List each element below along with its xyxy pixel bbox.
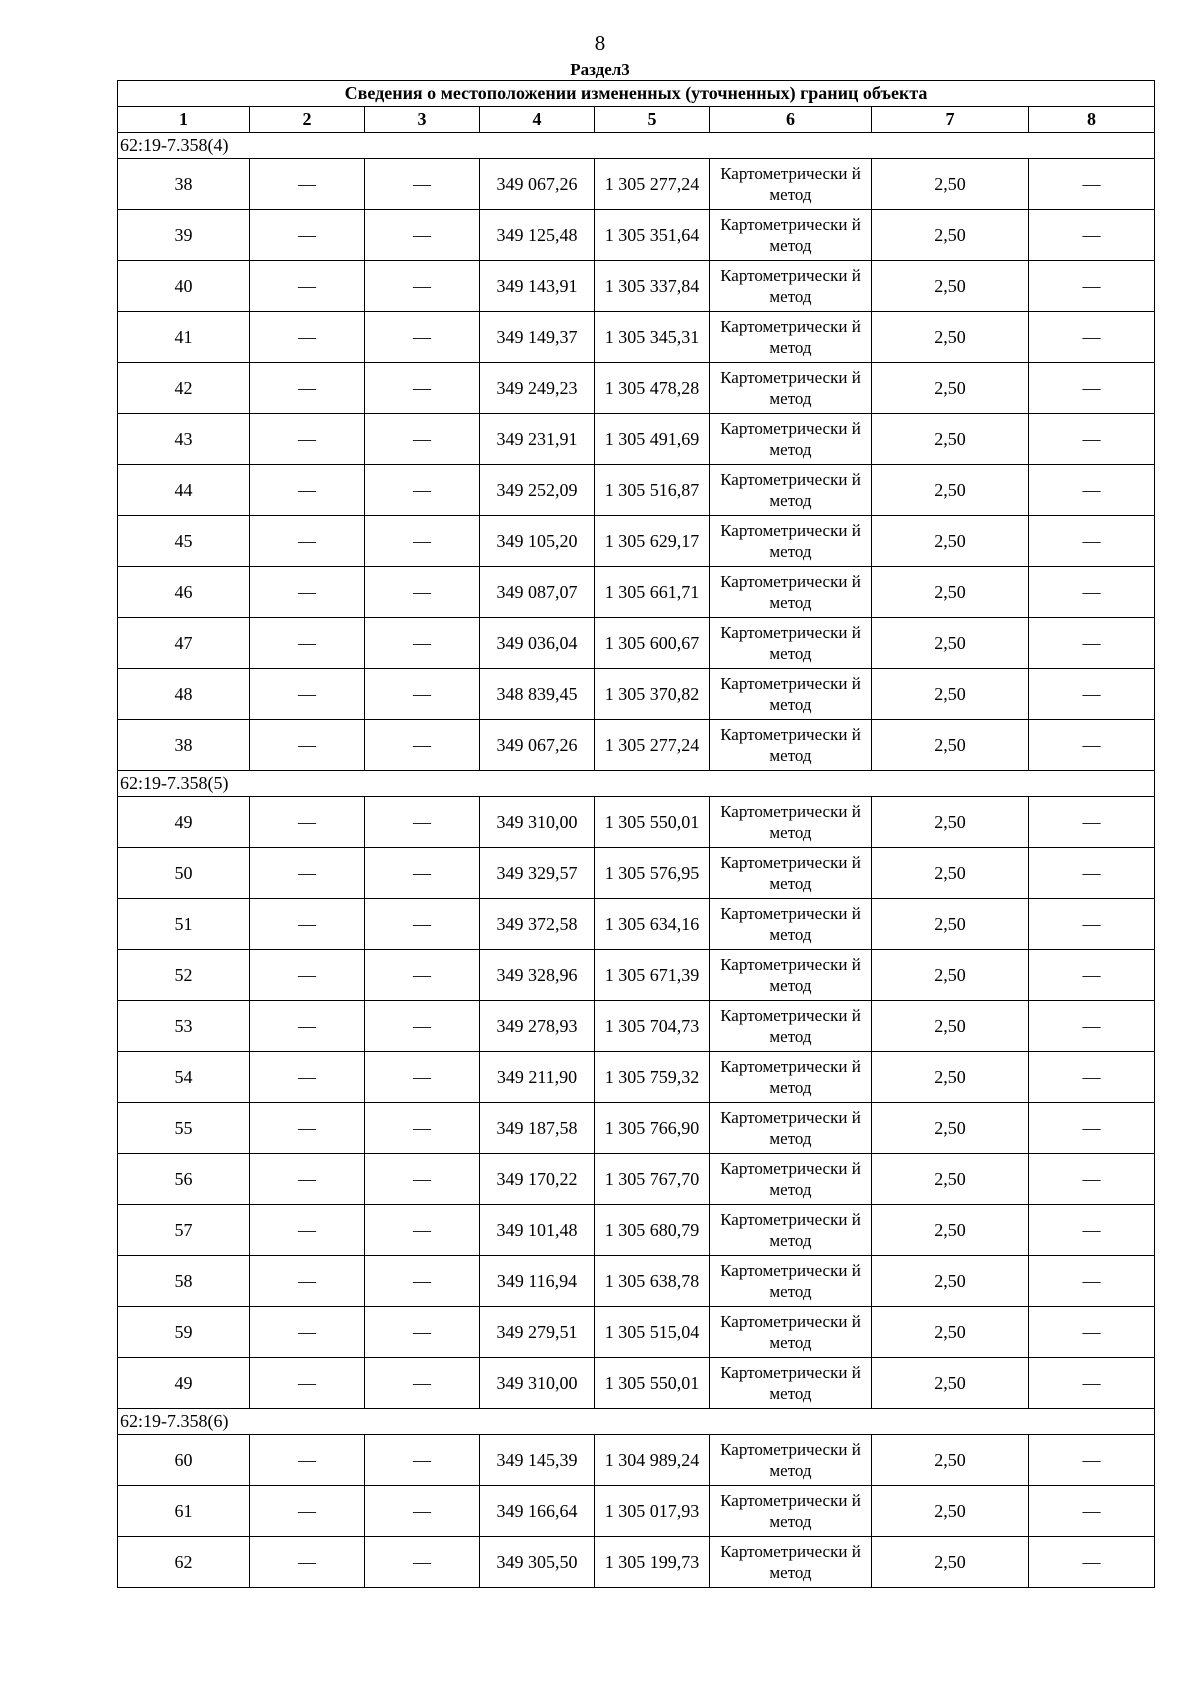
column-3-cell: —: [365, 567, 480, 618]
point-number-cell: 60: [118, 1435, 250, 1486]
column-3-cell: —: [365, 669, 480, 720]
method-cell: Картометрически й метод: [710, 1052, 872, 1103]
coordinate-y-cell: 1 305 277,24: [595, 720, 710, 771]
point-number-cell: 41: [118, 312, 250, 363]
column-8-cell: —: [1029, 1052, 1155, 1103]
column-2-cell: —: [250, 363, 365, 414]
table-row: [118, 159, 1155, 210]
column-3-cell: —: [365, 1052, 480, 1103]
method-cell: Картометрически й метод: [710, 1001, 872, 1052]
accuracy-cell: 2,50: [872, 1001, 1029, 1052]
column-8-cell: —: [1029, 1435, 1155, 1486]
point-number-cell: 43: [118, 414, 250, 465]
coordinate-x-cell: 349 252,09: [480, 465, 595, 516]
coordinate-y-cell: 1 305 576,95: [595, 848, 710, 899]
column-8-cell: —: [1029, 1358, 1155, 1409]
coordinate-x-cell: 349 249,23: [480, 363, 595, 414]
column-2-cell: —: [250, 1486, 365, 1537]
point-number-cell: 44: [118, 465, 250, 516]
coordinate-y-cell: 1 304 989,24: [595, 1435, 710, 1486]
table-row: [118, 363, 1155, 414]
group-header-row: [118, 1409, 1155, 1435]
column-2-cell: —: [250, 1103, 365, 1154]
accuracy-cell: 2,50: [872, 1103, 1029, 1154]
point-number-cell: 58: [118, 1256, 250, 1307]
column-3-cell: —: [365, 1435, 480, 1486]
point-number-cell: 59: [118, 1307, 250, 1358]
column-3-cell: —: [365, 1537, 480, 1588]
coordinate-y-cell: 1 305 017,93: [595, 1486, 710, 1537]
point-number-cell: 38: [118, 720, 250, 771]
method-cell: Картометрически й метод: [710, 1537, 872, 1588]
coordinate-y-cell: 1 305 767,70: [595, 1154, 710, 1205]
method-cell: Картометрически й метод: [710, 1486, 872, 1537]
column-number: 7: [872, 107, 1029, 133]
group-label: 62:19-7.358(4): [118, 133, 1155, 159]
coordinate-x-cell: 349 166,64: [480, 1486, 595, 1537]
point-number-cell: 57: [118, 1205, 250, 1256]
method-cell: Картометрически й метод: [710, 1358, 872, 1409]
coordinate-x-cell: 349 211,90: [480, 1052, 595, 1103]
column-8-cell: —: [1029, 465, 1155, 516]
column-8-cell: —: [1029, 261, 1155, 312]
table-row: [118, 848, 1155, 899]
point-number-cell: 45: [118, 516, 250, 567]
point-number-cell: 38: [118, 159, 250, 210]
column-2-cell: —: [250, 899, 365, 950]
method-cell: Картометрически й метод: [710, 1205, 872, 1256]
column-3-cell: —: [365, 720, 480, 771]
column-number: 5: [595, 107, 710, 133]
method-cell: Картометрически й метод: [710, 618, 872, 669]
point-number-cell: 47: [118, 618, 250, 669]
boundary-coordinates-table: [117, 80, 1155, 1588]
table-row: [118, 1205, 1155, 1256]
column-2-cell: —: [250, 516, 365, 567]
coordinate-x-cell: 348 839,45: [480, 669, 595, 720]
group-header-row: [118, 133, 1155, 159]
column-2-cell: —: [250, 618, 365, 669]
coordinate-y-cell: 1 305 680,79: [595, 1205, 710, 1256]
group-header-row: [118, 771, 1155, 797]
coordinate-x-cell: 349 372,58: [480, 899, 595, 950]
coordinate-x-cell: 349 170,22: [480, 1154, 595, 1205]
column-8-cell: —: [1029, 720, 1155, 771]
column-2-cell: —: [250, 567, 365, 618]
method-cell: Картометрически й метод: [710, 848, 872, 899]
column-2-cell: —: [250, 950, 365, 1001]
point-number-cell: 55: [118, 1103, 250, 1154]
method-cell: Картометрически й метод: [710, 797, 872, 848]
table-row: [118, 210, 1155, 261]
method-cell: Картометрически й метод: [710, 720, 872, 771]
page-number: 8: [594, 31, 606, 55]
method-cell: Картометрически й метод: [710, 414, 872, 465]
coordinate-y-cell: 1 305 199,73: [595, 1537, 710, 1588]
method-cell: Картометрически й метод: [710, 261, 872, 312]
column-8-cell: —: [1029, 414, 1155, 465]
method-cell: Картометрически й метод: [710, 1256, 872, 1307]
method-cell: Картометрически й метод: [710, 950, 872, 1001]
column-number: 8: [1029, 107, 1155, 133]
table-row: [118, 414, 1155, 465]
coordinate-y-cell: 1 305 337,84: [595, 261, 710, 312]
column-3-cell: —: [365, 312, 480, 363]
table-row: [118, 899, 1155, 950]
coordinate-x-cell: 349 087,07: [480, 567, 595, 618]
coordinate-x-cell: 349 116,94: [480, 1256, 595, 1307]
column-3-cell: —: [365, 516, 480, 567]
accuracy-cell: 2,50: [872, 1256, 1029, 1307]
column-8-cell: —: [1029, 1486, 1155, 1537]
accuracy-cell: 2,50: [872, 1052, 1029, 1103]
method-cell: Картометрически й метод: [710, 1103, 872, 1154]
column-number: 4: [480, 107, 595, 133]
method-cell: Картометрически й метод: [710, 899, 872, 950]
column-number: 1: [118, 107, 250, 133]
coordinate-y-cell: 1 305 600,67: [595, 618, 710, 669]
coordinate-y-cell: 1 305 638,78: [595, 1256, 710, 1307]
coordinate-y-cell: 1 305 629,17: [595, 516, 710, 567]
column-3-cell: —: [365, 1205, 480, 1256]
column-8-cell: —: [1029, 1154, 1155, 1205]
column-3-cell: —: [365, 797, 480, 848]
table-row: [118, 1435, 1155, 1486]
method-cell: Картометрически й метод: [710, 1154, 872, 1205]
coordinate-y-cell: 1 305 370,82: [595, 669, 710, 720]
column-8-cell: —: [1029, 848, 1155, 899]
coordinate-y-cell: 1 305 515,04: [595, 1307, 710, 1358]
coordinate-x-cell: 349 036,04: [480, 618, 595, 669]
column-2-cell: —: [250, 261, 365, 312]
column-3-cell: —: [365, 465, 480, 516]
column-8-cell: —: [1029, 669, 1155, 720]
accuracy-cell: 2,50: [872, 465, 1029, 516]
section-title: Раздел3: [570, 60, 630, 79]
accuracy-cell: 2,50: [872, 899, 1029, 950]
coordinate-y-cell: 1 305 550,01: [595, 1358, 710, 1409]
table-row: [118, 1256, 1155, 1307]
column-number: 6: [710, 107, 872, 133]
method-cell: Картометрически й метод: [710, 465, 872, 516]
accuracy-cell: 2,50: [872, 797, 1029, 848]
coordinate-x-cell: 349 187,58: [480, 1103, 595, 1154]
accuracy-cell: 2,50: [872, 210, 1029, 261]
table-row: [118, 1307, 1155, 1358]
accuracy-cell: 2,50: [872, 1486, 1029, 1537]
column-3-cell: —: [365, 1486, 480, 1537]
point-number-cell: 49: [118, 797, 250, 848]
coordinate-x-cell: 349 328,96: [480, 950, 595, 1001]
coordinate-x-cell: 349 067,26: [480, 720, 595, 771]
method-cell: Картометрически й метод: [710, 1435, 872, 1486]
accuracy-cell: 2,50: [872, 1537, 1029, 1588]
column-2-cell: —: [250, 312, 365, 363]
column-3-cell: —: [365, 210, 480, 261]
accuracy-cell: 2,50: [872, 363, 1029, 414]
point-number-cell: 51: [118, 899, 250, 950]
accuracy-cell: 2,50: [872, 312, 1029, 363]
column-8-cell: —: [1029, 1001, 1155, 1052]
accuracy-cell: 2,50: [872, 1205, 1029, 1256]
column-8-cell: —: [1029, 1537, 1155, 1588]
method-cell: Картометрически й метод: [710, 567, 872, 618]
coordinate-y-cell: 1 305 634,16: [595, 899, 710, 950]
table-row: [118, 1103, 1155, 1154]
coordinate-y-cell: 1 305 351,64: [595, 210, 710, 261]
column-8-cell: —: [1029, 797, 1155, 848]
table-row: [118, 516, 1155, 567]
table-row: [118, 1537, 1155, 1588]
accuracy-cell: 2,50: [872, 159, 1029, 210]
coordinate-y-cell: 1 305 766,90: [595, 1103, 710, 1154]
column-3-cell: —: [365, 899, 480, 950]
column-2-cell: —: [250, 669, 365, 720]
accuracy-cell: 2,50: [872, 414, 1029, 465]
accuracy-cell: 2,50: [872, 1307, 1029, 1358]
method-cell: Картометрически й метод: [710, 669, 872, 720]
column-3-cell: —: [365, 363, 480, 414]
method-cell: Картометрически й метод: [710, 159, 872, 210]
column-2-cell: —: [250, 1205, 365, 1256]
method-cell: Картометрически й метод: [710, 1307, 872, 1358]
column-8-cell: —: [1029, 950, 1155, 1001]
method-cell: Картометрически й метод: [710, 516, 872, 567]
coordinate-x-cell: 349 149,37: [480, 312, 595, 363]
column-2-cell: —: [250, 1154, 365, 1205]
accuracy-cell: 2,50: [872, 1435, 1029, 1486]
column-3-cell: —: [365, 1154, 480, 1205]
point-number-cell: 61: [118, 1486, 250, 1537]
table-body: [118, 133, 1155, 1588]
table-row: [118, 720, 1155, 771]
coordinate-x-cell: 349 101,48: [480, 1205, 595, 1256]
accuracy-cell: 2,50: [872, 720, 1029, 771]
column-2-cell: —: [250, 1435, 365, 1486]
point-number-cell: 39: [118, 210, 250, 261]
column-3-cell: —: [365, 1001, 480, 1052]
accuracy-cell: 2,50: [872, 848, 1029, 899]
point-number-cell: 49: [118, 1358, 250, 1409]
method-cell: Картометрически й метод: [710, 363, 872, 414]
coordinate-y-cell: 1 305 345,31: [595, 312, 710, 363]
accuracy-cell: 2,50: [872, 567, 1029, 618]
coordinate-x-cell: 349 279,51: [480, 1307, 595, 1358]
coordinate-x-cell: 349 125,48: [480, 210, 595, 261]
column-2-cell: —: [250, 1001, 365, 1052]
column-8-cell: —: [1029, 1205, 1155, 1256]
column-8-cell: —: [1029, 618, 1155, 669]
coordinate-y-cell: 1 305 704,73: [595, 1001, 710, 1052]
table-row: [118, 312, 1155, 363]
coordinate-x-cell: 349 278,93: [480, 1001, 595, 1052]
coordinate-y-cell: 1 305 277,24: [595, 159, 710, 210]
point-number-cell: 53: [118, 1001, 250, 1052]
column-8-cell: —: [1029, 363, 1155, 414]
method-cell: Картометрически й метод: [710, 312, 872, 363]
point-number-cell: 52: [118, 950, 250, 1001]
accuracy-cell: 2,50: [872, 261, 1029, 312]
column-3-cell: —: [365, 159, 480, 210]
table-row: [118, 1358, 1155, 1409]
point-number-cell: 50: [118, 848, 250, 899]
table-row: [118, 618, 1155, 669]
accuracy-cell: 2,50: [872, 669, 1029, 720]
column-2-cell: —: [250, 720, 365, 771]
table-row: [118, 567, 1155, 618]
column-number: 2: [250, 107, 365, 133]
coordinate-x-cell: 349 310,00: [480, 797, 595, 848]
coordinate-x-cell: 349 305,50: [480, 1537, 595, 1588]
coordinate-x-cell: 349 231,91: [480, 414, 595, 465]
point-number-cell: 46: [118, 567, 250, 618]
point-number-cell: 56: [118, 1154, 250, 1205]
table-row: [118, 1001, 1155, 1052]
column-2-cell: —: [250, 797, 365, 848]
column-8-cell: —: [1029, 159, 1155, 210]
column-3-cell: —: [365, 950, 480, 1001]
coordinate-x-cell: 349 310,00: [480, 1358, 595, 1409]
column-2-cell: —: [250, 159, 365, 210]
column-8-cell: —: [1029, 516, 1155, 567]
coordinate-y-cell: 1 305 550,01: [595, 797, 710, 848]
table-row: [118, 261, 1155, 312]
column-3-cell: —: [365, 1307, 480, 1358]
column-number-row: [118, 107, 1155, 133]
column-8-cell: —: [1029, 1103, 1155, 1154]
column-2-cell: —: [250, 848, 365, 899]
column-2-cell: —: [250, 1052, 365, 1103]
table-row: [118, 797, 1155, 848]
point-number-cell: 48: [118, 669, 250, 720]
accuracy-cell: 2,50: [872, 1154, 1029, 1205]
table-row: [118, 1486, 1155, 1537]
accuracy-cell: 2,50: [872, 516, 1029, 567]
column-2-cell: —: [250, 1537, 365, 1588]
coordinate-y-cell: 1 305 671,39: [595, 950, 710, 1001]
group-label: 62:19-7.358(5): [118, 771, 1155, 797]
column-2-cell: —: [250, 1307, 365, 1358]
coordinate-x-cell: 349 067,26: [480, 159, 595, 210]
column-8-cell: —: [1029, 899, 1155, 950]
coordinate-y-cell: 1 305 759,32: [595, 1052, 710, 1103]
coordinate-x-cell: 349 105,20: [480, 516, 595, 567]
column-3-cell: —: [365, 1256, 480, 1307]
column-3-cell: —: [365, 848, 480, 899]
coordinate-y-cell: 1 305 491,69: [595, 414, 710, 465]
column-number: 3: [365, 107, 480, 133]
column-8-cell: —: [1029, 1307, 1155, 1358]
table-row: [118, 950, 1155, 1001]
coordinate-y-cell: 1 305 661,71: [595, 567, 710, 618]
point-number-cell: 40: [118, 261, 250, 312]
table-row: [118, 1052, 1155, 1103]
table-title: Сведения о местоположении измененных (уточненных) границ объекта: [118, 81, 1155, 107]
column-3-cell: —: [365, 414, 480, 465]
column-2-cell: —: [250, 1256, 365, 1307]
column-3-cell: —: [365, 261, 480, 312]
column-8-cell: —: [1029, 210, 1155, 261]
column-2-cell: —: [250, 1358, 365, 1409]
column-8-cell: —: [1029, 312, 1155, 363]
table-row: [118, 669, 1155, 720]
coordinate-x-cell: 349 145,39: [480, 1435, 595, 1486]
coordinate-x-cell: 349 329,57: [480, 848, 595, 899]
method-cell: Картометрически й метод: [710, 210, 872, 261]
group-label: 62:19-7.358(6): [118, 1409, 1155, 1435]
column-3-cell: —: [365, 1358, 480, 1409]
point-number-cell: 54: [118, 1052, 250, 1103]
column-2-cell: —: [250, 210, 365, 261]
column-3-cell: —: [365, 618, 480, 669]
column-8-cell: —: [1029, 567, 1155, 618]
column-3-cell: —: [365, 1103, 480, 1154]
coordinate-y-cell: 1 305 516,87: [595, 465, 710, 516]
column-2-cell: —: [250, 414, 365, 465]
coordinate-x-cell: 349 143,91: [480, 261, 595, 312]
column-2-cell: —: [250, 465, 365, 516]
accuracy-cell: 2,50: [872, 950, 1029, 1001]
table-row: [118, 1154, 1155, 1205]
accuracy-cell: 2,50: [872, 618, 1029, 669]
accuracy-cell: 2,50: [872, 1358, 1029, 1409]
column-8-cell: —: [1029, 1256, 1155, 1307]
coordinate-y-cell: 1 305 478,28: [595, 363, 710, 414]
point-number-cell: 42: [118, 363, 250, 414]
point-number-cell: 62: [118, 1537, 250, 1588]
table-row: [118, 465, 1155, 516]
